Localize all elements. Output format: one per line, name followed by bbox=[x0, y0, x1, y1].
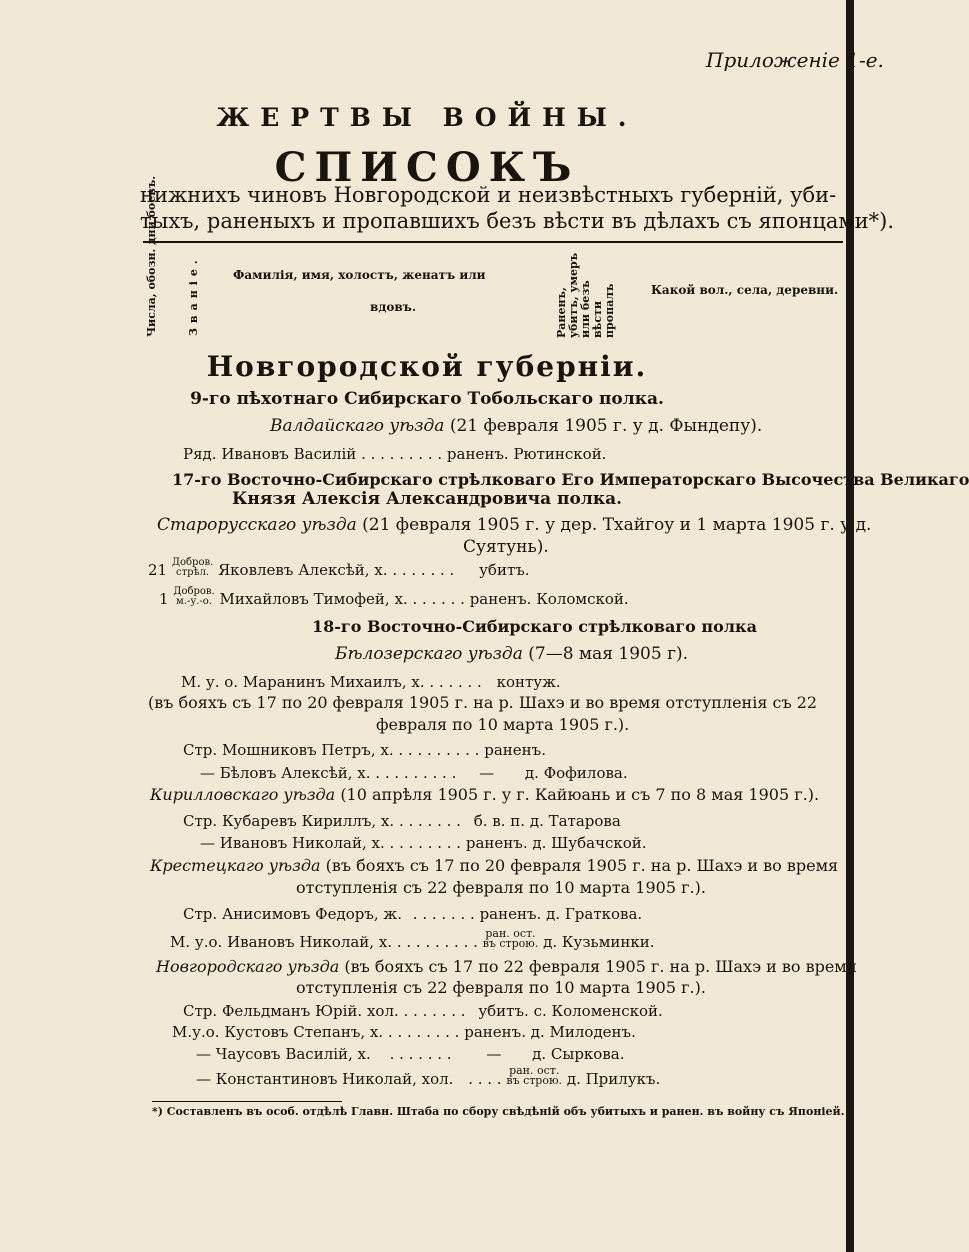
district-3-name: Бѣлозерскаго уѣзда bbox=[335, 644, 523, 664]
row-14-leader: . . . . bbox=[468, 1070, 502, 1088]
row-2 bbox=[148, 558, 530, 579]
row-10-rank: М. у.о. bbox=[170, 933, 223, 951]
column-header-place: Какой вол., села, деревни. bbox=[651, 283, 839, 297]
column-header-status: Раненъ, убитъ, умеръ или безъ вѣсти пропалъ bbox=[555, 252, 616, 338]
province-heading: Новгородской губерніи. bbox=[206, 350, 648, 383]
battle-note-line1: (въ бояхъ съ 17 по 20 февраля 1905 г. на р. Шахэ и во время отступленія съ 22 bbox=[148, 693, 818, 712]
row-3-status: раненъ. bbox=[469, 590, 532, 608]
row-10-status bbox=[483, 929, 539, 949]
row-13-name: Чаусовъ Василій, х. bbox=[215, 1045, 371, 1063]
battle-note-line2: февраля по 10 марта 1905 г.). bbox=[376, 715, 630, 734]
row-10-status-bottom: въ строю. bbox=[482, 937, 539, 950]
district-5-line2: отступленія съ 22 февраля по 10 марта 1905 г.). bbox=[296, 878, 706, 897]
row-6-rank: — bbox=[200, 764, 215, 782]
district-1 bbox=[270, 416, 762, 436]
row-3-day: 1 bbox=[159, 590, 169, 608]
column-header-dates: Числа, обозн. дни боевъ. bbox=[145, 175, 158, 337]
heading-list: СПИСОКЪ bbox=[274, 144, 580, 191]
district-5 bbox=[150, 856, 838, 875]
row-11-leader: . . . . . . . bbox=[403, 1002, 466, 1020]
row-14 bbox=[196, 1066, 660, 1088]
row-14-status-bottom: въ строю. bbox=[506, 1074, 563, 1087]
row-14-rank: — bbox=[196, 1070, 211, 1088]
row-5-name: Мошниковъ Петръ, х. bbox=[221, 741, 394, 759]
footnote-rule bbox=[152, 1101, 342, 1102]
district-6-name: Новгородскаго уѣзда bbox=[156, 957, 340, 976]
row-8-status: раненъ. bbox=[465, 834, 528, 852]
district-5-dates: (въ бояхъ съ 17 по 20 февраля 1905 г. на р. Шахэ и во время bbox=[325, 856, 839, 875]
regiment-2-line1: 17-го Восточно-Сибирскаго стрѣлковаго Его Императорскаго Высочества Великаго bbox=[172, 470, 969, 489]
row-13 bbox=[196, 1045, 625, 1063]
row-1-status: раненъ. bbox=[446, 445, 509, 463]
district-6 bbox=[156, 957, 857, 976]
row-11-place: с. Коломенской. bbox=[533, 1002, 663, 1020]
row-10-place: д. Кузьминки. bbox=[543, 933, 655, 951]
row-14-place: д. Прилукъ. bbox=[566, 1070, 661, 1088]
row-12-leader: . . . . . . . . bbox=[387, 1023, 460, 1041]
row-12-name: Кустовъ Степанъ, х. bbox=[224, 1023, 384, 1041]
row-5-rank: Стр. bbox=[183, 741, 218, 759]
district-2 bbox=[157, 515, 871, 535]
row-7-status: б. в. п. bbox=[473, 812, 526, 830]
row-14-status bbox=[506, 1066, 562, 1086]
row-4 bbox=[181, 673, 561, 691]
row-1-name: Ивановъ Василій bbox=[221, 445, 357, 463]
row-6-leader: . . . . . . . . . bbox=[375, 764, 457, 782]
row-2-day: 21 bbox=[148, 561, 168, 579]
district-6-dates: (въ бояхъ съ 17 по 22 февраля 1905 г. на р. Шахэ и во время bbox=[344, 957, 857, 976]
district-2-line2: Суятунь). bbox=[463, 537, 549, 557]
row-10-leader: . . . . . . . . . bbox=[396, 933, 478, 951]
row-3 bbox=[159, 587, 629, 608]
row-8-name: Ивановъ Николай, х. bbox=[219, 834, 385, 852]
row-9-place: д. Граткова. bbox=[546, 905, 643, 923]
district-4-name: Кирилловскаго уѣзда bbox=[150, 785, 336, 804]
district-4-dates: (10 апрѣля 1905 г. у г. Кайюань и съ 7 по 8 мая 1905 г.). bbox=[340, 785, 820, 804]
district-2-dates: (21 февраля 1905 г. у дер. Тхайгоу и 1 марта 1905 г. у д. bbox=[362, 515, 872, 535]
row-8 bbox=[200, 834, 647, 852]
row-10 bbox=[170, 929, 655, 951]
row-9 bbox=[183, 905, 642, 923]
row-2-rank-bottom: стрѣл. bbox=[176, 567, 210, 578]
row-7-place: д. Татарова bbox=[529, 812, 621, 830]
row-11 bbox=[183, 1002, 663, 1020]
row-14-status-top: ран. ост. bbox=[509, 1064, 560, 1077]
row-13-leader: . . . . . . . bbox=[389, 1045, 452, 1063]
row-13-rank: — bbox=[196, 1045, 211, 1063]
footnote: *) Составленъ въ особ. отдѣлѣ Главн. Штаба по сбору свѣдѣній объ убитыхъ и ранен. въ войну съ Японіей. bbox=[152, 1105, 845, 1118]
heading-victims: ЖЕРТВЫ ВОЙНЫ. bbox=[216, 103, 638, 132]
appendix-label: Приложеніе 1-е. bbox=[706, 48, 884, 72]
row-8-place: д. Шубачской. bbox=[532, 834, 647, 852]
row-8-rank: — bbox=[200, 834, 215, 852]
row-6-name: Бѣловъ Алексѣй, х. bbox=[219, 764, 371, 782]
regiment-2-line2: Князя Алексія Александровича полка. bbox=[231, 489, 623, 509]
row-9-rank: Стр. bbox=[183, 905, 218, 923]
district-6-line2: отступленія съ 22 февраля по 10 марта 1905 г.). bbox=[296, 978, 706, 997]
district-1-name: Валдайскаго уѣзда bbox=[270, 416, 445, 436]
row-3-rank-top: Добров. bbox=[173, 586, 215, 597]
row-1 bbox=[183, 445, 606, 463]
header-rule bbox=[143, 241, 843, 243]
row-3-name: Михайловъ Тимофей, х. bbox=[219, 590, 408, 608]
row-3-leader: . . . . . . bbox=[412, 590, 465, 608]
row-2-rank bbox=[172, 558, 213, 578]
row-4-leader: . . . . . . bbox=[429, 673, 482, 691]
row-9-leader: . . . . . . . bbox=[412, 905, 475, 923]
row-1-place: Рютинской. bbox=[513, 445, 607, 463]
row-2-status: убитъ. bbox=[479, 561, 530, 579]
row-4-status: контуж. bbox=[496, 673, 561, 691]
column-header-rank: Званіе. bbox=[187, 255, 200, 336]
district-4 bbox=[150, 785, 819, 804]
row-7-name: Кубаревъ Кириллъ, х. bbox=[221, 812, 395, 830]
row-1-leader: . . . . . . . . . bbox=[361, 445, 443, 463]
row-3-place: Коломской. bbox=[536, 590, 629, 608]
row-5-leader: . . . . . . . . . bbox=[398, 741, 480, 759]
row-12-status: раненъ. bbox=[464, 1023, 526, 1041]
row-10-status-top: ран. ост. bbox=[485, 927, 536, 940]
row-5-status: раненъ. bbox=[484, 741, 546, 759]
row-12-place: д. Милоденъ. bbox=[530, 1023, 636, 1041]
regiment-1: 9-го пѣхотнаго Сибирскаго Тобольскаго полка. bbox=[190, 389, 664, 409]
row-2-name: Яковлевъ Алексѣй, х. bbox=[218, 561, 388, 579]
row-3-rank bbox=[173, 587, 214, 607]
row-10-name: Ивановъ Николай, х. bbox=[227, 933, 393, 951]
row-13-place: д. Сыркова. bbox=[532, 1045, 625, 1063]
row-8-leader: . . . . . . . . bbox=[389, 834, 462, 852]
row-6-place: д. Фофилова. bbox=[524, 764, 628, 782]
row-3-rank-bottom: м.-у.-о. bbox=[176, 596, 213, 607]
district-1-dates: (21 февраля 1905 г. у д. Фындепу). bbox=[449, 416, 763, 436]
row-9-name: Анисимовъ Федоръ, ж. bbox=[221, 905, 402, 923]
row-4-rank: М. у. о. bbox=[181, 673, 239, 691]
row-11-status: убитъ. bbox=[478, 1002, 529, 1020]
subtitle-line1: нижнихъ чиновъ Новгородской и неизвѣстныхъ губерній, уби- bbox=[140, 183, 837, 207]
row-7-rank: Стр. bbox=[183, 812, 218, 830]
row-11-rank: Стр. bbox=[183, 1002, 218, 1020]
row-12-rank: М.у.о. bbox=[172, 1023, 220, 1041]
row-9-status: раненъ. bbox=[479, 905, 542, 923]
regiment-3: 18-го Восточно-Сибирскаго стрѣлковаго полка bbox=[312, 617, 757, 636]
row-12 bbox=[172, 1023, 636, 1041]
row-2-leader: . . . . . . . bbox=[392, 561, 455, 579]
row-7-leader: . . . . . . . bbox=[398, 812, 461, 830]
row-6 bbox=[200, 764, 628, 782]
row-6-status: — bbox=[479, 764, 495, 782]
district-5-name: Крестецкаго уѣзда bbox=[150, 856, 321, 875]
row-14-name: Константиновъ Николай, хол. bbox=[215, 1070, 454, 1088]
row-5 bbox=[183, 741, 546, 759]
district-3 bbox=[335, 644, 688, 664]
district-2-name: Старорусскаго уѣзда bbox=[157, 515, 357, 535]
row-13-status: — bbox=[486, 1045, 502, 1063]
row-7 bbox=[183, 812, 621, 830]
column-header-name-line1: Фамилія, имя, холостъ, женатъ или bbox=[233, 268, 486, 282]
row-1-rank: Ряд. bbox=[183, 445, 217, 463]
district-3-dates: (7—8 мая 1905 г). bbox=[528, 644, 689, 664]
row-2-rank-top: Добров. bbox=[171, 557, 214, 568]
subtitle-line2: тыхъ, раненыхъ и пропавшихъ безъ вѣсти въ дѣлахъ съ японцами*). bbox=[140, 209, 895, 233]
row-11-name: Фельдманъ Юрій. хол. bbox=[221, 1002, 399, 1020]
column-header-name-line2: вдовъ. bbox=[370, 300, 417, 314]
row-4-name: Маранинъ Михаилъ, х. bbox=[242, 673, 425, 691]
